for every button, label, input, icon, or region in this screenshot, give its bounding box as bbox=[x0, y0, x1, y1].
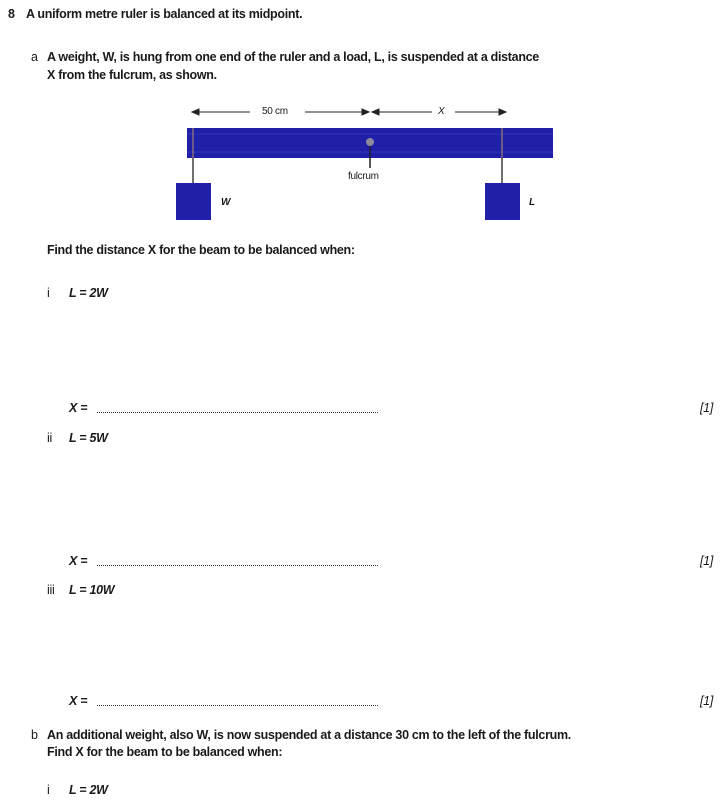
question-stem: A uniform metre ruler is balanced at its midpoint. bbox=[26, 7, 303, 21]
answer-label: X = bbox=[69, 401, 88, 415]
marks: [1] bbox=[700, 401, 713, 415]
subpart-label: i bbox=[47, 783, 50, 797]
part-a-line1: A weight, W, is hung from one end of the ruler and a load, L, is suspended at a distance bbox=[47, 50, 539, 64]
answer-line[interactable] bbox=[97, 705, 378, 706]
answer-label: X = bbox=[69, 554, 88, 568]
part-a-prompt: Find the distance X for the beam to be balanced when: bbox=[47, 243, 355, 257]
part-a-line2: X from the fulcrum, as shown. bbox=[47, 68, 217, 82]
dimension-arrows bbox=[192, 109, 506, 115]
answer-line[interactable] bbox=[97, 412, 378, 413]
subpart-condition: L = 2W bbox=[69, 783, 108, 797]
subpart-condition: L = 2W bbox=[69, 286, 108, 300]
subpart-label: iii bbox=[47, 583, 55, 597]
part-b-line2: Find X for the beam to be balanced when: bbox=[47, 745, 283, 759]
weight-block bbox=[176, 183, 211, 220]
part-b-label: b bbox=[31, 728, 38, 742]
part-b-line1: An additional weight, also W, is now suspended at a distance 30 cm to the left of the fulcrum. bbox=[47, 728, 571, 742]
load-block bbox=[485, 183, 520, 220]
answer-label: X = bbox=[69, 694, 88, 708]
subpart-condition: L = 10W bbox=[69, 583, 115, 597]
question-number: 8 bbox=[8, 7, 15, 21]
subpart-label: i bbox=[47, 286, 50, 300]
marks: [1] bbox=[700, 694, 713, 708]
part-a-label: a bbox=[31, 50, 38, 64]
answer-line[interactable] bbox=[97, 565, 378, 566]
subpart-condition: L = 5W bbox=[69, 431, 108, 445]
weight-label: W bbox=[221, 197, 231, 208]
subpart-label: ii bbox=[47, 431, 52, 445]
load-label: L bbox=[529, 197, 535, 208]
marks: [1] bbox=[700, 554, 713, 568]
fulcrum-label: fulcrum bbox=[348, 171, 379, 182]
distance-50cm-label: 50 cm bbox=[262, 106, 288, 117]
fulcrum-pivot bbox=[366, 138, 374, 146]
distance-x-label: X bbox=[438, 106, 445, 117]
